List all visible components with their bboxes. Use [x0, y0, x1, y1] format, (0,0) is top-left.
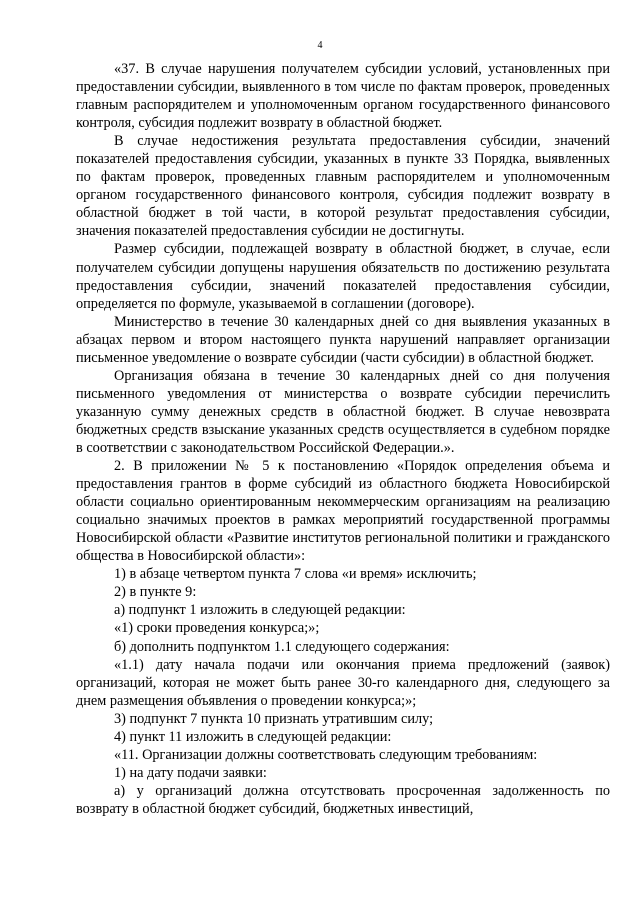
- paragraph-15: «11. Организации должны соответствовать следующим требованиям:: [114, 746, 538, 763]
- paragraph-3: Размер субсидии, подлежащей возврату в областной бюджет, в случае, если получателем субсидии допущены нарушения обязательств по достижению результата предоставления субсидии, значений показателей предоставления субсидии, определяется по формуле, указываемой в соглашении (договоре).: [76, 241, 610, 312]
- paragraph-1: «37. В случае нарушения получателем субсидии условий, установленных при предоставлении субсидии, выявленного в том числе по фактам проверок, проведенных главным распорядителем и уполномоченным органом государственного финансового контроля, субсидия подлежит возврату в областной бюджет.: [76, 61, 610, 132]
- paragraph-5: Организация обязана в течение 30 календарных дней со дня получения письменного уведомления от министерства о возврате субсидии перечислить указанную сумму денежных средств в областной бюджет. В случае невозврата бюджетных средств взыскание указанных средств осуществляется в судебном порядке в соответствии с законодательством Российской Федерации.».: [76, 367, 610, 456]
- paragraph-12: «1.1) дату начала подачи или окончания приема предложений (заявок) организаций, которая не может быть ранее 30-го календарного дня, следующего за днем размещения объявления о проведении конкурса;»;: [76, 656, 610, 709]
- paragraph-17: а) у организаций должна отсутствовать просроченная задолженность по возврату в областной бюджет субсидий, бюджетных инвестиций,: [76, 782, 610, 817]
- page-number: 4: [317, 40, 323, 51]
- paragraph-9: а) подпункт 1 изложить в следующей редакции:: [114, 602, 406, 619]
- document-body: [76, 60, 610, 818]
- paragraph-13: 3) подпункт 7 пункта 10 признать утратившим силу;: [114, 710, 434, 727]
- paragraph-11: б) дополнить подпунктом 1.1 следующего содержания:: [114, 638, 450, 655]
- paragraph-6: 2. В приложении № 5 к постановлению «Порядок определения объема и предоставления грантов в форме субсидий из областного бюджета Новосибирской области социально ориентированным некоммерческим организациям на реализацию социально значимых проектов в рамках мероприятий государственной программы Новосибирской области «Развитие институтов региональной политики и гражданского общества в Новосибирской области»:: [76, 458, 610, 565]
- paragraph-8: 2) в пункте 9:: [114, 584, 197, 601]
- paragraph-16: 1) на дату подачи заявки:: [114, 764, 267, 781]
- paragraph-7: 1) в абзаце четвертом пункта 7 слова «и время» исключить;: [114, 566, 477, 583]
- paragraph-14: 4) пункт 11 изложить в следующей редакции:: [114, 728, 392, 745]
- paragraph-2: В случае недостижения результата предоставления субсидии, значений показателей предоставления субсидии, указанных в пункте 33 Порядка, выявленных по фактам проверок, проведенных главным распорядителем и уполномоченным органом государственного финансового контроля, субсидия подлежит возврату в областной бюджет в той части, в которой результат предоставления субсидии, значения показателей предоставления субсидии не достигнуты.: [76, 133, 610, 240]
- paragraph-4: Министерство в течение 30 календарных дней со дня выявления указанных в абзацах первом и втором настоящего пункта нарушений направляет организации письменное уведомление о возврате субсидии (части субсидии) в областной бюджет.: [76, 313, 610, 366]
- paragraph-10: «1) сроки проведения конкурса;»;: [114, 620, 320, 637]
